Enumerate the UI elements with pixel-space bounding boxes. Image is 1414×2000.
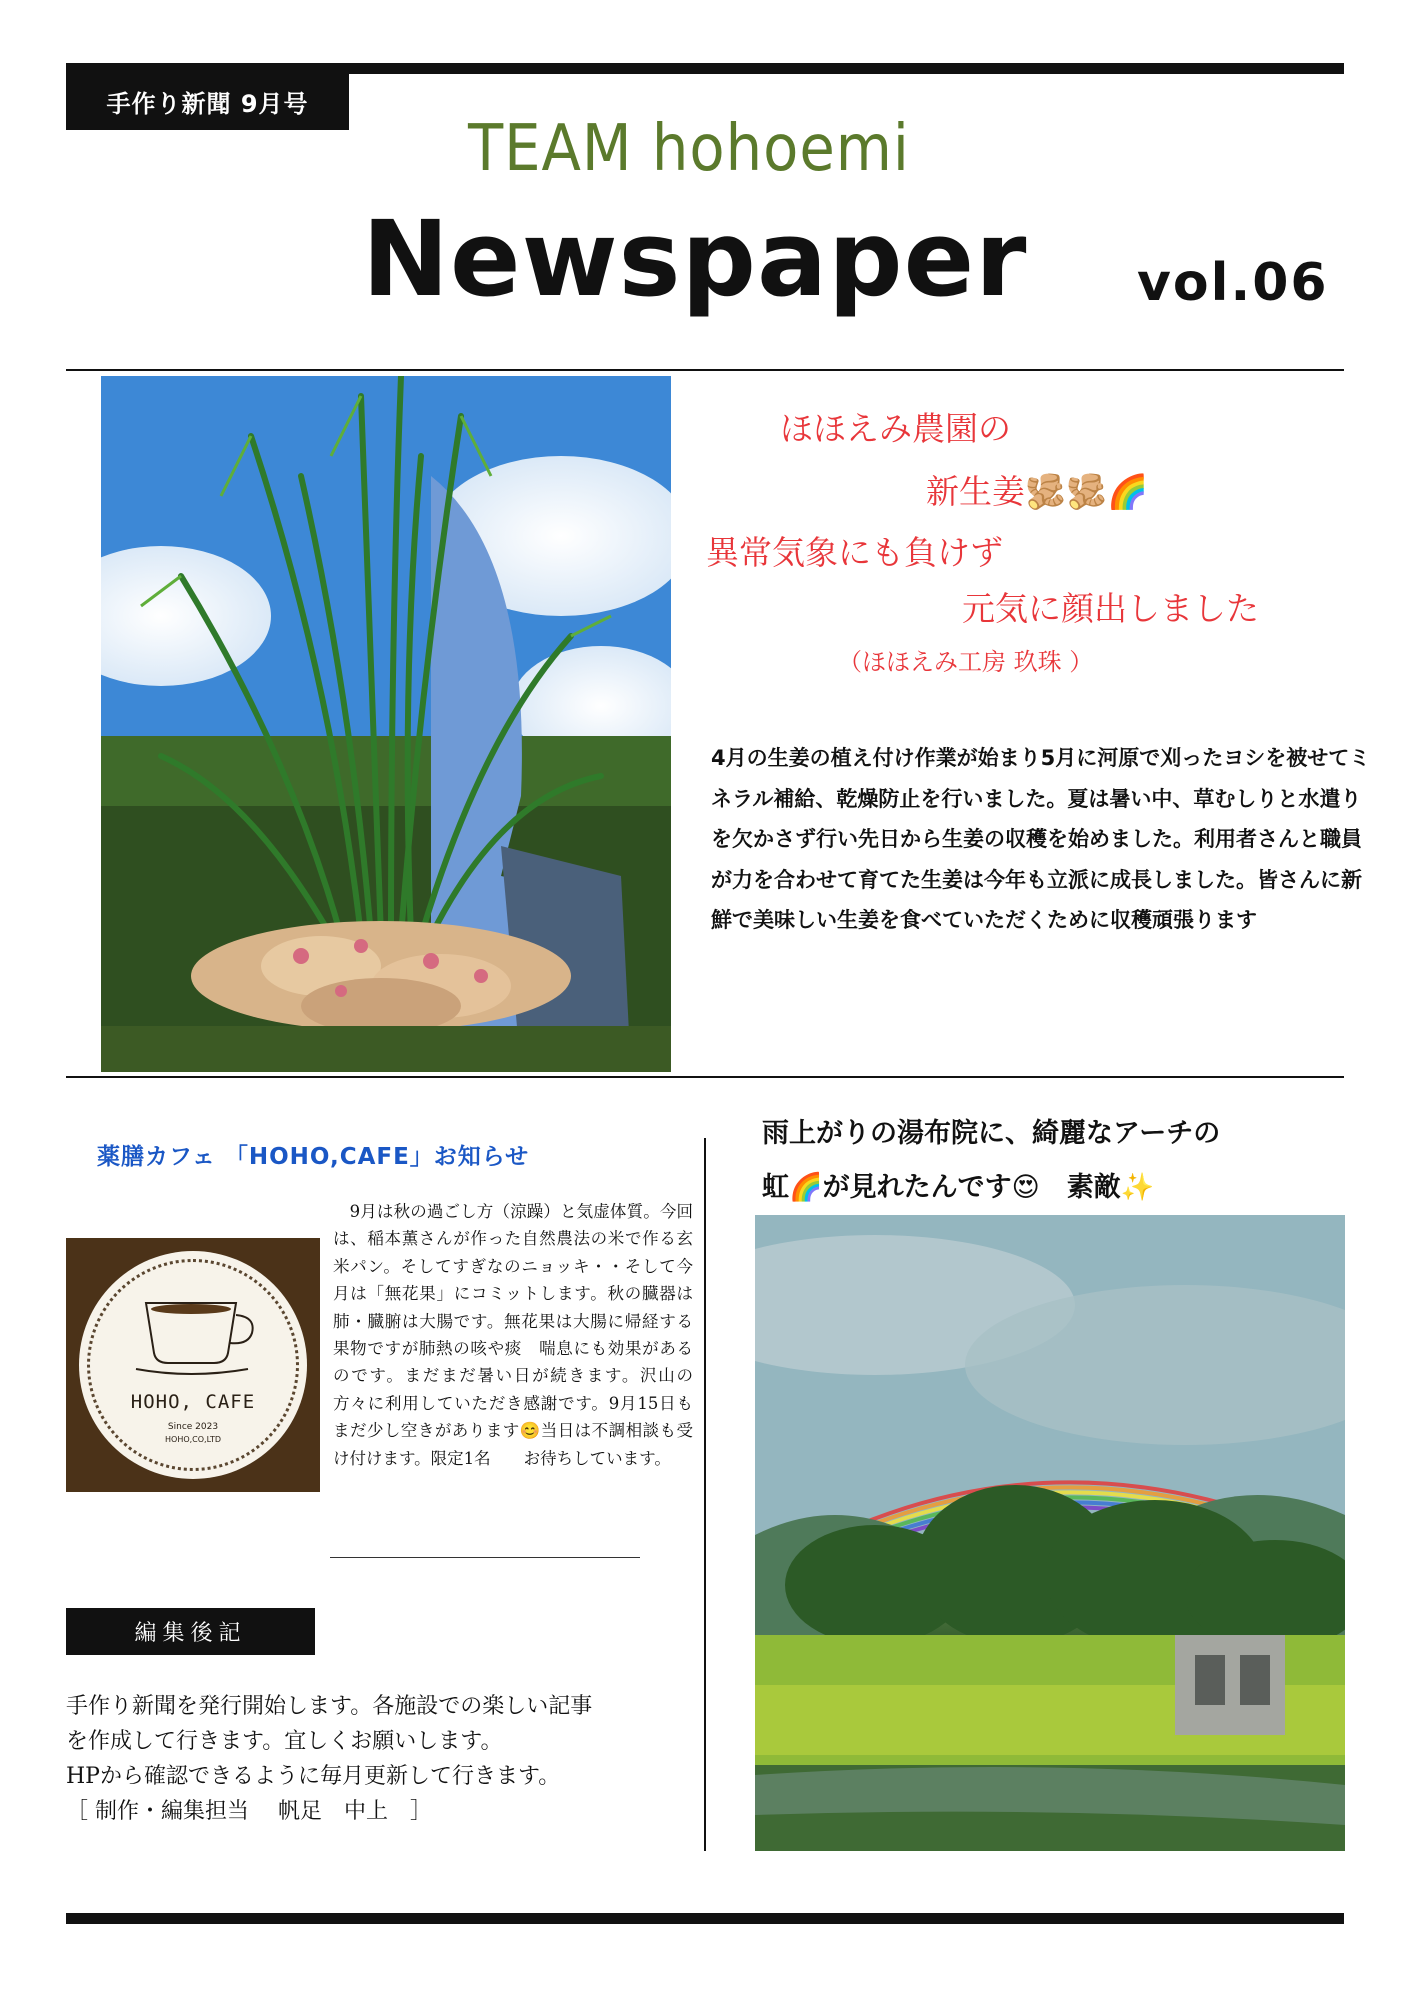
editor-note-line: ［ 制作・編集担当 帆足 中上 ］ [66, 1799, 432, 1824]
cafe-underline [330, 1557, 640, 1558]
rainbow-caption-line-2: 虹🌈が見れたんです😍 素敵✨ [762, 1172, 1155, 1203]
ginger-headline-line-2: 新生姜🫚🫚🌈 [926, 472, 1149, 511]
section-rule-lower [66, 1076, 1344, 1078]
ginger-headline-line-3: 異常気象にも負けず [706, 533, 1003, 572]
editor-note-line: 手作り新聞を発行開始します。各施設での楽しい記事 [66, 1694, 593, 1719]
team-name: TEAM hohoemi [468, 112, 910, 186]
rainbow-caption [762, 1107, 1352, 1215]
editor-note-tag: 編集後記 [66, 1608, 315, 1655]
ginger-article-body: 4月の生姜の植え付け作業が始まり5月に河原で刈ったヨシを被せてミネラル補給、乾燥防止を行いました。夏は暑い中、草むしりと水遣りを欠かさず行い先日から生姜の収穫を始めました。利用者さんと職員が力を合わせて育てた生姜は今年も立派に成長しました。皆さんに新鮮で美味しい生姜を食べていただくために収穫頑張ります [711, 746, 1371, 932]
masthead-title: Newspaper [362, 198, 1028, 320]
rainbow-landscape-illustration [755, 1215, 1345, 1851]
ginger-harvest-illustration [101, 376, 671, 1072]
cafe-logo-company: HOHO,CO,LTD [165, 1435, 221, 1444]
cafe-section-title: 薬膳カフェ 「HOHO,CAFE」お知らせ [97, 1144, 530, 1170]
ginger-credit: （ほほえみ工房 玖珠 ） [838, 648, 1094, 676]
coffee-cup-icon [126, 1283, 266, 1383]
editor-note-body [66, 1689, 686, 1829]
cafe-logo-since: Since 2023 [167, 1422, 219, 1432]
cafe-logo [66, 1238, 320, 1492]
editor-note-line: を作成して行きます。宜しくお願いします。 [66, 1729, 503, 1754]
ginger-headline-line-4: 元気に顔出しました [962, 589, 1259, 628]
rainbow-caption-line-1: 雨上がりの湯布院に、綺麗なアーチの [762, 1118, 1221, 1149]
volume-number: vol.06 [1137, 253, 1329, 313]
cafe-logo-name: HOHO, CAFE [130, 1391, 256, 1413]
rainbow-photo [755, 1215, 1345, 1851]
editor-note-line: HPから確認できるように毎月更新して行きます。 [66, 1764, 561, 1789]
ginger-headline-line-1: ほほえみ農園の [780, 409, 1011, 448]
bottom-rule [66, 1913, 1344, 1924]
column-divider [704, 1138, 706, 1851]
ginger-harvest-photo [101, 376, 671, 1072]
section-rule [66, 369, 1344, 371]
cafe-article-body: 9月は秋の過ごし方（涼躁）と気虚体質。今回は、稲本薫さんが作った自然農法の米で作る玄米パン。そしてすぎなのニョッキ・・そして今月は「無花果」にコミットします。秋の臓器は肺・臓腑は大腸です。無花果は大腸に帰経する果物ですが肺熱の咳や痰 喘息にも効果があるのです。まだまだ暑い日が続きます。沢山の方々に利用していただき感謝です。9月15日もまだ少し空きがあります😊当日は不調相談も受け付けます。限定1名 お待ちしています。 [333, 1202, 693, 1468]
issue-tag: 手作り新聞 9月号 [66, 72, 349, 130]
